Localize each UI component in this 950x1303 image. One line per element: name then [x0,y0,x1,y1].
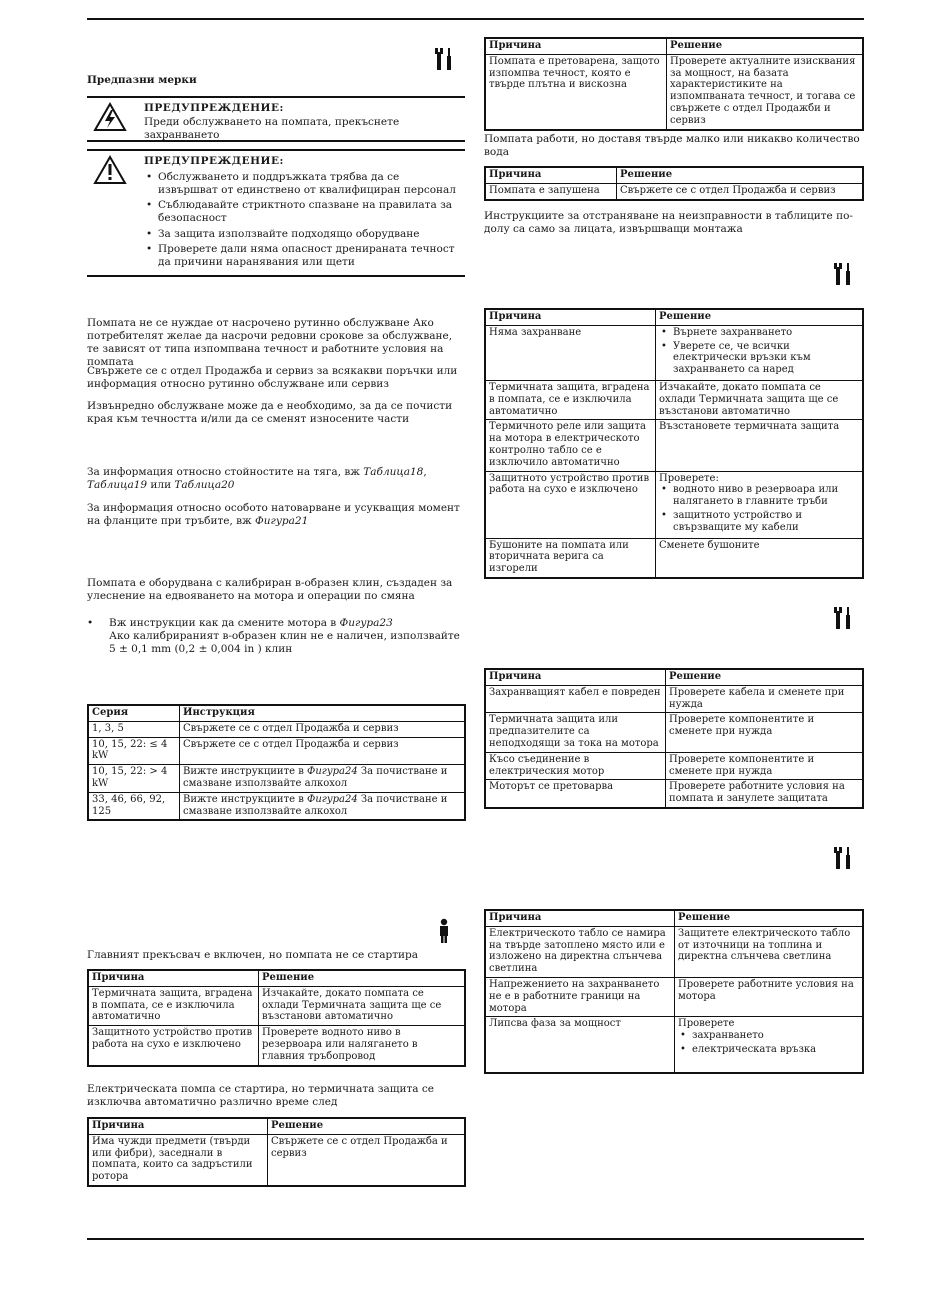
table-row [88,986,465,1025]
solution-item: • захранването [678,1030,859,1042]
solution-lead: Проверете: [659,472,719,484]
column-header: Решение [268,1118,466,1134]
table-row [88,765,465,793]
column-header: Решение [259,970,466,986]
table-cell: Термичната защита или предпазителите са неподходящи за тока на мотора [485,713,666,752]
table-cell: Свържете се с отдел Продажба и сервиз [180,721,466,737]
troubleshooting-table-d [484,166,864,201]
table-row [485,380,863,419]
top-rule [87,18,864,20]
tools-icon [434,46,456,72]
solution-item: • Върнете захранването [659,327,859,339]
column-header: Причина [88,1118,268,1134]
series-table [87,704,466,821]
flange-paragraph [87,502,467,528]
table-cell [180,792,466,820]
table-cell: 10, 15, 22: ≤ 4 kW [88,737,180,765]
tools-icon [833,605,855,631]
table-row [88,737,465,765]
little-water-text: Помпата работи, но доставя твърде малко или никакво количество вода [484,133,860,159]
warning-2-item: • Проверете дали няма опасност дренираната течност да причини наранявания или щети [144,243,459,269]
solution-item: • защитното устройство и свързващите му кабели [659,510,859,534]
table18-link[interactable]: Таблица18 [363,466,424,478]
table-cell: Сменете бушоните [656,538,864,578]
table-row [88,721,465,737]
warning-2-item: • Обслужването и поддръжката трябва да се извършват от единствено от квалифициран персонал [144,171,459,197]
table-cell: Моторът се претоварва [485,780,666,808]
table-row [485,538,863,578]
troubleshooting-table-e [484,308,864,579]
table-header-row [88,1118,465,1134]
table-cell: Защитното устройство против работа на сухо е изключено [485,471,656,538]
column-header: Решение [656,309,864,325]
warning-box-2 [87,149,465,277]
thermal-trip-text: Електрическата помпа се стартира, но термичната защита се изключва автоматично различно време след [87,1083,434,1109]
maintenance-paragraph-3: Извънредно обслужване може да е необходимо, за да се почисти края към течността и/или да се сменят износените части [87,400,453,426]
table-cell: Проверете компонентите и сменете при нужда [666,752,864,780]
table-cell: Термичното реле или защита на мотора в електрическото контролно табло се е изключило автоматично [485,420,656,471]
column-header: Решение [667,38,864,54]
column-header: Решение [675,910,864,926]
table-row [485,713,863,752]
figure24-link[interactable]: Фигура24 [307,766,358,778]
torque-paragraph [87,466,467,492]
warning-1-title: ПРЕДУПРЕЖДЕНИЕ: [144,102,284,114]
or-text: или [147,479,175,492]
table-cell: Проверете водното ниво в резервоара или наляганетo в главния тръбопровод [259,1026,466,1066]
tools-icon [833,845,855,871]
table-row [88,1134,465,1186]
column-header: Причина [485,669,666,685]
table-cell: Проверете работните условия на помпата и занулете защитата [666,780,864,808]
table-cell: 10, 15, 22: > 4 kW [88,765,180,793]
solution-lead: Проверете [678,1018,735,1030]
table-cell: Помпата е запушена [485,183,617,199]
column-header: Причина [88,970,259,986]
table-cell: Захранващият кабел е повреден [485,685,666,713]
bottom-rule [87,1238,864,1240]
column-header: Причина [485,910,675,926]
shim-paragraph: Помпата е оборудвана с калибриран в-образен клин, създаден за улеснение на едвояването на мотора и операции по смяна [87,577,453,603]
warning-box-1 [87,96,465,142]
precautions-title: Предпазни мерки [87,74,197,86]
solution-list [659,327,859,376]
separator: , [423,466,427,478]
table-row [485,685,863,713]
maintenance-paragraph-1: Помпата не се нуждае от насрочено рутинно обслужване Ако потребителят желае да насрочи редовни срокове за обслужване, те зависят от типа изпомпвана течност и работните условия на помпата [87,317,453,369]
warning-general-icon [93,155,127,185]
troubleshooting-table-c [484,37,864,131]
installer-only-text: Инструкциите за отстраняване на неизправности в таблиците по-долу са само за лицата, извършващи монтажа [484,210,853,236]
table-cell: Електрическото табло се намира на твърде затоплено място или е изложено на директна слънчева светлина [485,926,675,977]
table-row [485,54,863,129]
table-cell: Късо съединение в електрическия мотор [485,752,666,780]
table-row [485,183,863,199]
table-cell: Проверете работните условия на мотора [675,977,864,1016]
table-cell: Изчакайте, докато помпата се охлади Термичната защита ще се възстанови автоматично [259,986,466,1025]
solution-list [678,1030,859,1056]
table-row [485,471,863,538]
column-header: Решение [617,167,864,183]
table-header-row [485,167,863,183]
table-cell: 1, 3, 5 [88,721,180,737]
person-icon [437,918,451,944]
solution-item: • електрическата връзка [678,1044,859,1056]
table-header-row [88,705,465,721]
warning-2-item: • За защита използвайте подходящо оборудване [144,228,459,241]
solution-item: • водното ниво в резервоара или налягането в главните тръби [659,484,859,508]
table-cell: Възстановете термичната защита [656,420,864,471]
table-cell: Проверете актуалните изисквания за мощност, на базата характеристиките на изпомпваната течност, и тогава се свържете с отдел Продажби и сервиз [667,54,864,129]
table-cell: Проверете кабела и сменете при нужда [666,685,864,713]
table-header-row [485,38,863,54]
table-cell: Изчакайте, докато помпата се охлади Термичната защита ще се възстанови автоматично [656,380,864,419]
table-row [485,1017,863,1074]
troubleshooting-table-f [484,668,864,809]
column-header: Причина [485,309,656,325]
table-cell: Няма захранване [485,325,656,380]
warning-1-text: Преди обслужването на помпата, прекъснете захранването [144,116,400,142]
column-header: Решение [666,669,864,685]
table-row [485,325,863,380]
table-row [485,420,863,471]
warning-2-title: ПРЕДУПРЕЖДЕНИЕ: [144,155,284,167]
figure23-link[interactable]: Фигура23 [339,617,393,629]
table-cell: 33, 46, 66, 92, 125 [88,792,180,820]
table-row [88,1026,465,1066]
table-row [485,780,863,808]
table-cell [180,765,466,793]
table-cell: Липсва фаза за мощност [485,1017,675,1074]
bullet-text-2: Ако калибрираният в-образен клин не е наличен, използвайте 5 ± 0,1 mm (0,2 ± 0,004 in ) клин [109,630,460,656]
cell-text: Вижте инструкциите в [183,793,308,805]
bullet-text: Вж инструкции как да смените мотора в [109,617,340,629]
table-cell [656,471,864,538]
table-cell: Напрежението на захранването не е в работните граници на мотора [485,977,675,1016]
tools-icon [833,261,855,287]
table-cell: Бушоните на помпата или вторичната верига са изгорели [485,538,656,578]
warning-electric-icon [93,102,127,132]
table-cell: Проверете компонентите и сменете при нужда [666,713,864,752]
warning-2-list [144,171,459,271]
cell-text: За почистване и смазване използвайте алкохол [183,793,448,817]
troubleshooting-table-b [87,1117,466,1187]
torque-text: За информация относно стойностите на тяга, вж [87,466,364,478]
table-cell [656,325,864,380]
table-cell: Термичната защита, вградена в помпата, се е изключила автоматично [88,986,259,1025]
shim-bullet [87,617,467,656]
table-cell: Помпата е претоварена, защото изпомпва течност, която е твърде плътна и вискозна [485,54,667,129]
table-row [485,977,863,1016]
table-cell: Термичната защита, вградена в помпата, се е изключила автоматично [485,380,656,419]
figure24-link[interactable]: Фигура24 [307,793,358,805]
table19-link[interactable]: Таблица19 [87,479,148,492]
table-cell: Свържете се с отдел Продажба и сервиз [617,183,864,199]
column-header: Причина [485,167,617,183]
cell-text: Вижте инструкциите в [183,766,308,778]
bullet-dot: • [87,617,94,629]
table-header-row [485,309,863,325]
cell-text: За почистване и смазване използвайте алкохол [183,766,448,789]
solution-item: • Уверете се, че всички електрически връзки към захранването са наред [659,341,859,376]
table-cell: Защитете електрическото табло от източници на топлина и директна слънчева светлина [675,926,864,977]
table-header-row [485,669,863,685]
table-cell: Свържете се с отдел Продажба и сервиз [180,737,466,765]
table-cell: Има чужди предмети (твърди или фибри), заседнали в помпата, които са задръстили ротора [88,1134,268,1186]
table-header-row [485,910,863,926]
table-row [88,792,465,820]
switch-on-text: Главният прекъсвач е включен, но помпата не се стартира [87,949,418,961]
column-header: Инструкция [180,705,466,721]
solution-list [659,484,859,533]
figure21-link[interactable]: Фигура21 [255,515,309,528]
table-row [485,752,863,780]
maintenance-paragraph-2: Свържете се с отдел Продажба и сервиз за всякакви поръчки или информация относно рутинно обслужване или сервиз [87,365,458,391]
troubleshooting-table-a [87,969,466,1067]
table-cell [675,1017,864,1074]
table-cell: Свържете се с отдел Продажба и сервиз [268,1134,466,1186]
column-header: Причина [485,38,667,54]
table-header-row [88,970,465,986]
troubleshooting-table-g [484,909,864,1074]
warning-2-item: • Съблюдавайте стриктното спазване на правилата за безопасност [144,199,459,225]
column-header: Серия [88,705,180,721]
table20-link[interactable]: Таблица20 [174,479,235,492]
table-row [485,926,863,977]
table-cell: Защитното устройство против работа на сухо е изключено [88,1026,259,1066]
flange-text: За информация относно особото натоварване и усукващия момент на фланците при тръбите, вж [87,502,460,528]
